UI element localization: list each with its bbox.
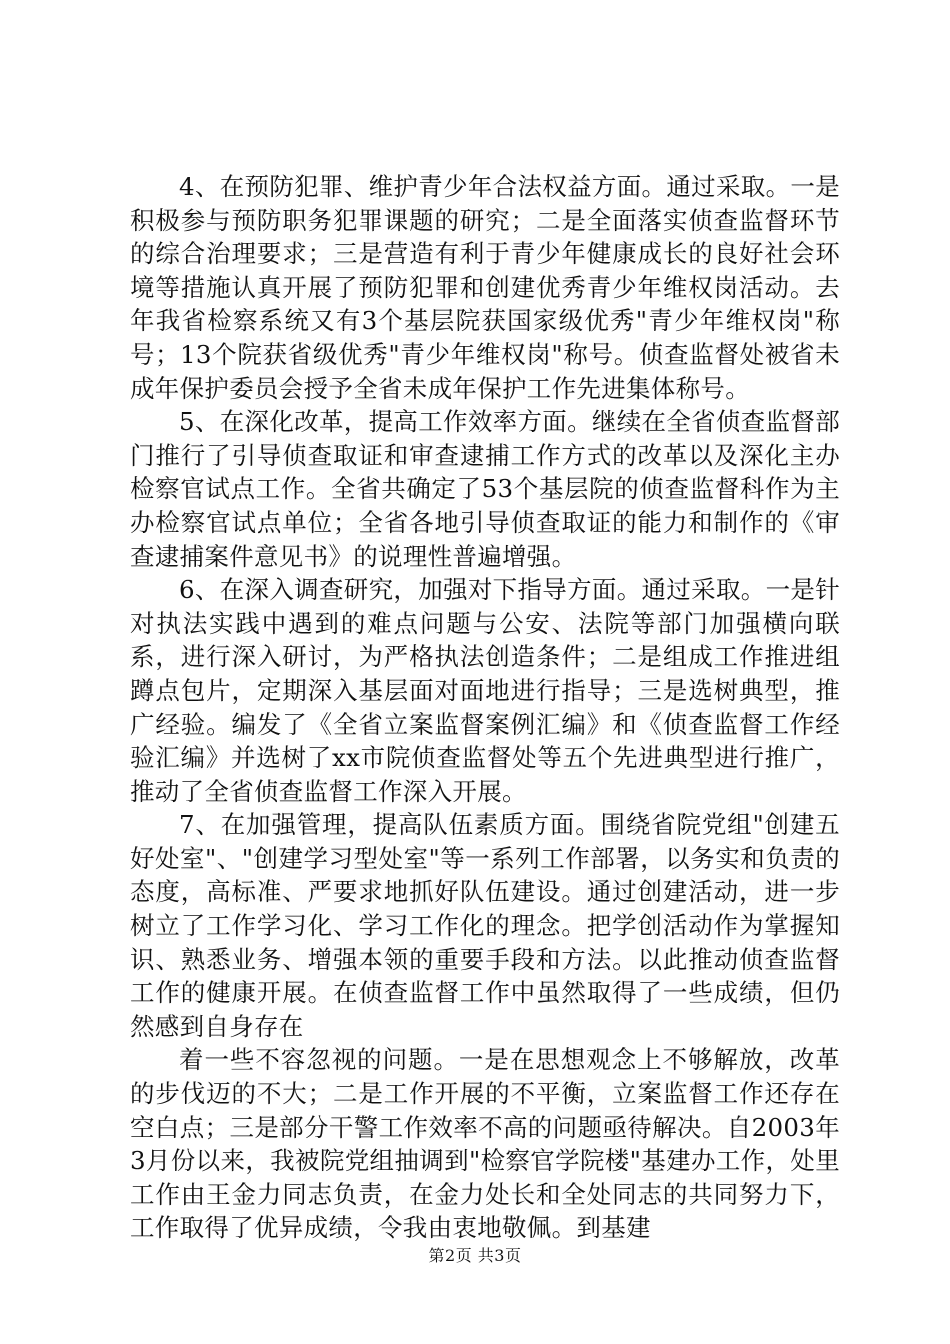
page-footer: 第2页 共3页 [428, 1246, 522, 1265]
paragraph-research: 6、在深入调查研究，加强对下指导方面。通过采取。一是针对执法实践中遇到的难点问题与公安、法院等部门加强横向联系，进行深入研讨，为严格执法创造条件；二是组成工作推进组蹲点包片，定期深入基层面对面地进行指导；三是选树典型，推广经验。编发了《全省立案监督案例汇编》和《侦查监督工作经验汇编》并选树了xx市院侦查监督处等五个先进典型进行推广，推动了全省侦查监督工作深入开展。 [130, 575, 840, 806]
document-body [130, 170, 840, 1245]
paragraph-problems: 着一些不容忽视的问题。一是在思想观念上不够解放，改革的步伐迈的不大；二是工作开展的不平衡，立案监督工作还存在空白点；三是部分干警工作效率不高的问题亟待解决。自2003年3月份以来，我被院党组抽调到"检察官学院楼"基建办工作，处里工作由王金力同志负责，在金力处长和全处同志的共同努力下，工作取得了优异成绩，令我由衷地敬佩。到基建 [130, 1045, 840, 1243]
paragraph-prevention: 4、在预防犯罪、维护青少年合法权益方面。通过采取。一是积极参与预防职务犯罪课题的研究；二是全面落实侦查监督环节的综合治理要求；三是营造有利于青少年健康成长的良好社会环境等措施认真开展了预防犯罪和创建优秀青少年维权岗活动。去年我省检察系统又有3个基层院获国家级优秀"青少年维权岗"称号；13个院获省级优秀"青少年维权岗"称号。侦查监督处被省未成年保护委员会授予全省未成年保护工作先进集体称号。 [130, 172, 840, 403]
paragraph-reform: 5、在深化改革，提高工作效率方面。继续在全省侦查监督部门推行了引导侦查取证和审查逮捕工作方式的改革以及深化主办检察官试点工作。全省共确定了53个基层院的侦查监督科作为主办检察官试点单位；全省各地引导侦查取证的能力和制作的《审查逮捕案件意见书》的说理性普遍增强。 [130, 407, 840, 571]
paragraph-management: 7、在加强管理，提高队伍素质方面。围绕省院党组"创建五好处室"、"创建学习型处室"等一系列工作部署，以务实和负责的态度，高标准、严要求地抓好队伍建设。通过创建活动，进一步树立了工作学习化、学习工作化的理念。把学创活动作为掌握知识、熟悉业务、增强本领的重要手段和方法。以此推动侦查监督工作的健康开展。在侦查监督工作中虽然取得了一些成绩，但仍然感到自身存在 [130, 810, 840, 1041]
